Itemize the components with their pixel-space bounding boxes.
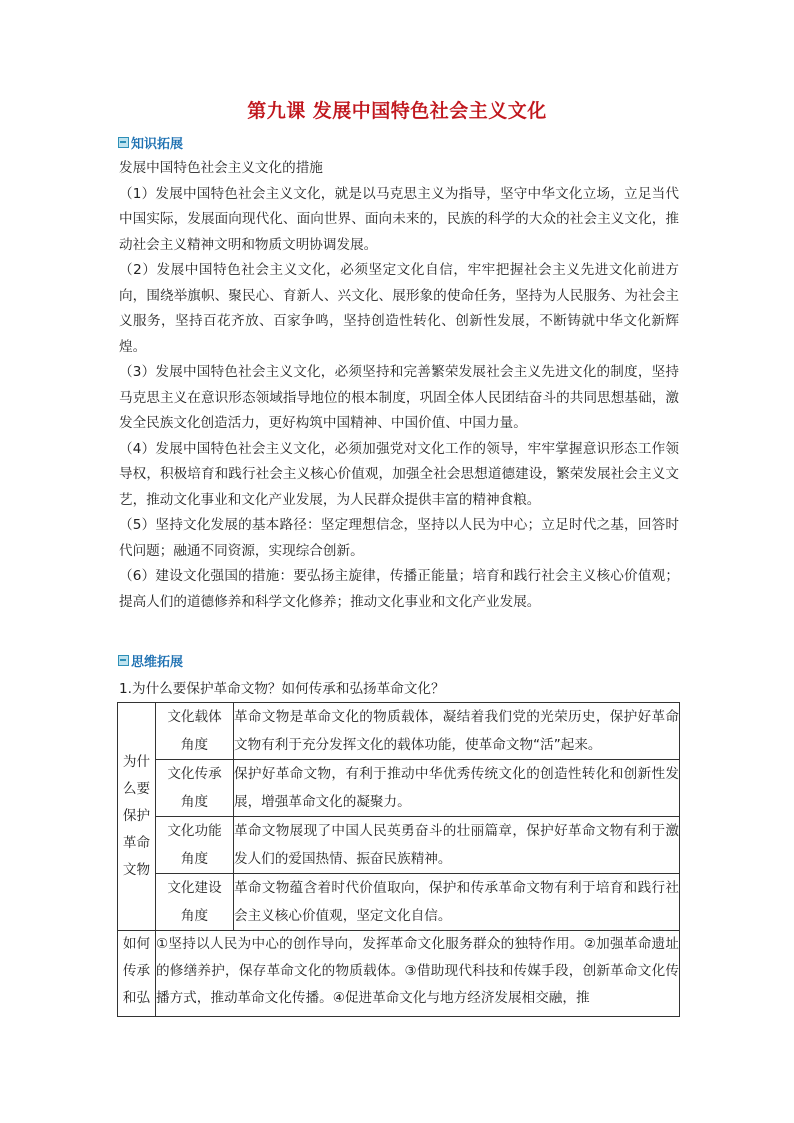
how-content: ①坚持以人民为中心的创作导向，发挥革命文化服务群众的独特作用。②加强革命遗址的修缮养护，保存革命文化的物质载体。③借助现代科技和传媒手段，创新革命文化传播方式，推动革命文化传播。④促进革命文化与地方经济发展相交融，推 — [156, 936, 679, 1006]
content-cell: 革命文物展现了中国人民英勇奋斗的壮丽篇章，保护好革命文物有利于激发人们的爱国热情、振奋民族精神。 — [234, 817, 680, 874]
knowledge-body — [119, 156, 679, 615]
aspect-cell — [156, 874, 234, 931]
how-content-cell — [156, 931, 680, 1017]
aspect-label: 文化建设角度 — [167, 880, 222, 924]
section-heading-label: 知识拓展 — [131, 136, 184, 152]
aspect-cell — [156, 703, 234, 760]
table-row — [118, 703, 680, 760]
why-label: 为什么要保护革命文物 — [122, 754, 151, 878]
how-label-cell — [118, 931, 156, 1017]
knowledge-paragraph: （6）建设文化强国的措施：要弘扬主旋律，传播正能量；培育和践行社会主义核心价值观；提高人们的道德修养和科学文化修养；推动文化事业和文化产业发展。 — [119, 568, 679, 610]
content-cell: 保护好革命文物，有利于推动中华优秀传统文化的创造性转化和创新性发展，增强革命文化的凝聚力。 — [234, 760, 680, 817]
table-row — [118, 760, 680, 817]
knowledge-paragraph: （4）发展中国特色社会主义文化，必须加强党对文化工作的领导，牢牢掌握意识形态工作领导权，积极培育和践行社会主义核心价值观，加强全社会思想道德建设，繁荣发展社会主义文艺，推动文化事业和文化产业发展，为人民群众提供丰富的精神食粮。 — [119, 440, 679, 508]
aspect-cell — [156, 817, 234, 874]
section-heading-knowledge — [118, 133, 183, 151]
table-row — [118, 874, 680, 931]
knowledge-paragraph: （5）坚持文化发展的基本路径：坚定理想信念，坚持以人民为中心；立足时代之基，回答时代问题；融通不同资源，实现综合创新。 — [119, 517, 679, 559]
knowledge-paragraph: （2）发展中国特色社会主义文化，必须坚定文化自信，牢牢把握社会主义先进文化前进方向，围绕举旗帜、聚民心、育新人、兴文化、展形象的使命任务，坚持为人民服务、为社会主义服务，坚持百花齐放、百家争鸣，坚持创造性转化、创新性发展，不断铸就中华文化新辉煌。 — [119, 262, 679, 355]
content-cell: 革命文物是革命文化的物质载体，凝结着我们党的光荣历史，保护好革命文物有利于充分发挥文化的载体功能，使革命文物“活”起来。 — [234, 703, 680, 760]
section-marker-icon — [118, 137, 129, 148]
knowledge-paragraph: （3）发展中国特色社会主义文化，必须坚持和完善繁荣发展社会主义先进文化的制度，坚持马克思主义在意识形态领域指导地位的根本制度，巩固全体人民团结奋斗的共同思想基础，激发全民族文化创造活力，更好构筑中国精神、中国价值、中国力量。 — [119, 364, 679, 431]
section-heading-label: 思维拓展 — [131, 654, 184, 670]
section-marker-icon — [118, 655, 129, 666]
why-label-cell — [118, 703, 156, 931]
how-label: 如何传承和弘 — [122, 936, 151, 1006]
aspect-label: 文化载体角度 — [167, 709, 222, 753]
aspect-cell — [156, 760, 234, 817]
aspect-label: 文化功能角度 — [167, 823, 222, 867]
knowledge-subtitle: 发展中国特色社会主义文化的措施 — [119, 160, 323, 176]
table-row — [118, 817, 680, 874]
knowledge-paragraph: （1）发展中国特色社会主义文化，就是以马克思主义为指导，坚守中华文化立场，立足当代中国实际，发展面向现代化、面向世界、面向未来的，民族的科学的大众的社会主义文化，推动社会主义精神文明和物质文明协调发展。 — [119, 185, 679, 253]
aspect-label: 文化传承角度 — [167, 766, 222, 810]
content-cell: 革命文物蕴含着时代价值取向，保护和传承革命文物有利于培育和践行社会主义核心价值观，坚定文化自信。 — [234, 874, 680, 931]
lesson-title: 第九课 发展中国特色社会主义文化 — [247, 100, 547, 122]
section-heading-thinking — [118, 651, 183, 669]
question-title: 1.为什么要保护革命文物？如何传承和弘扬革命文化？ — [119, 681, 445, 697]
answer-table — [117, 702, 680, 1017]
table-row — [118, 931, 680, 1017]
